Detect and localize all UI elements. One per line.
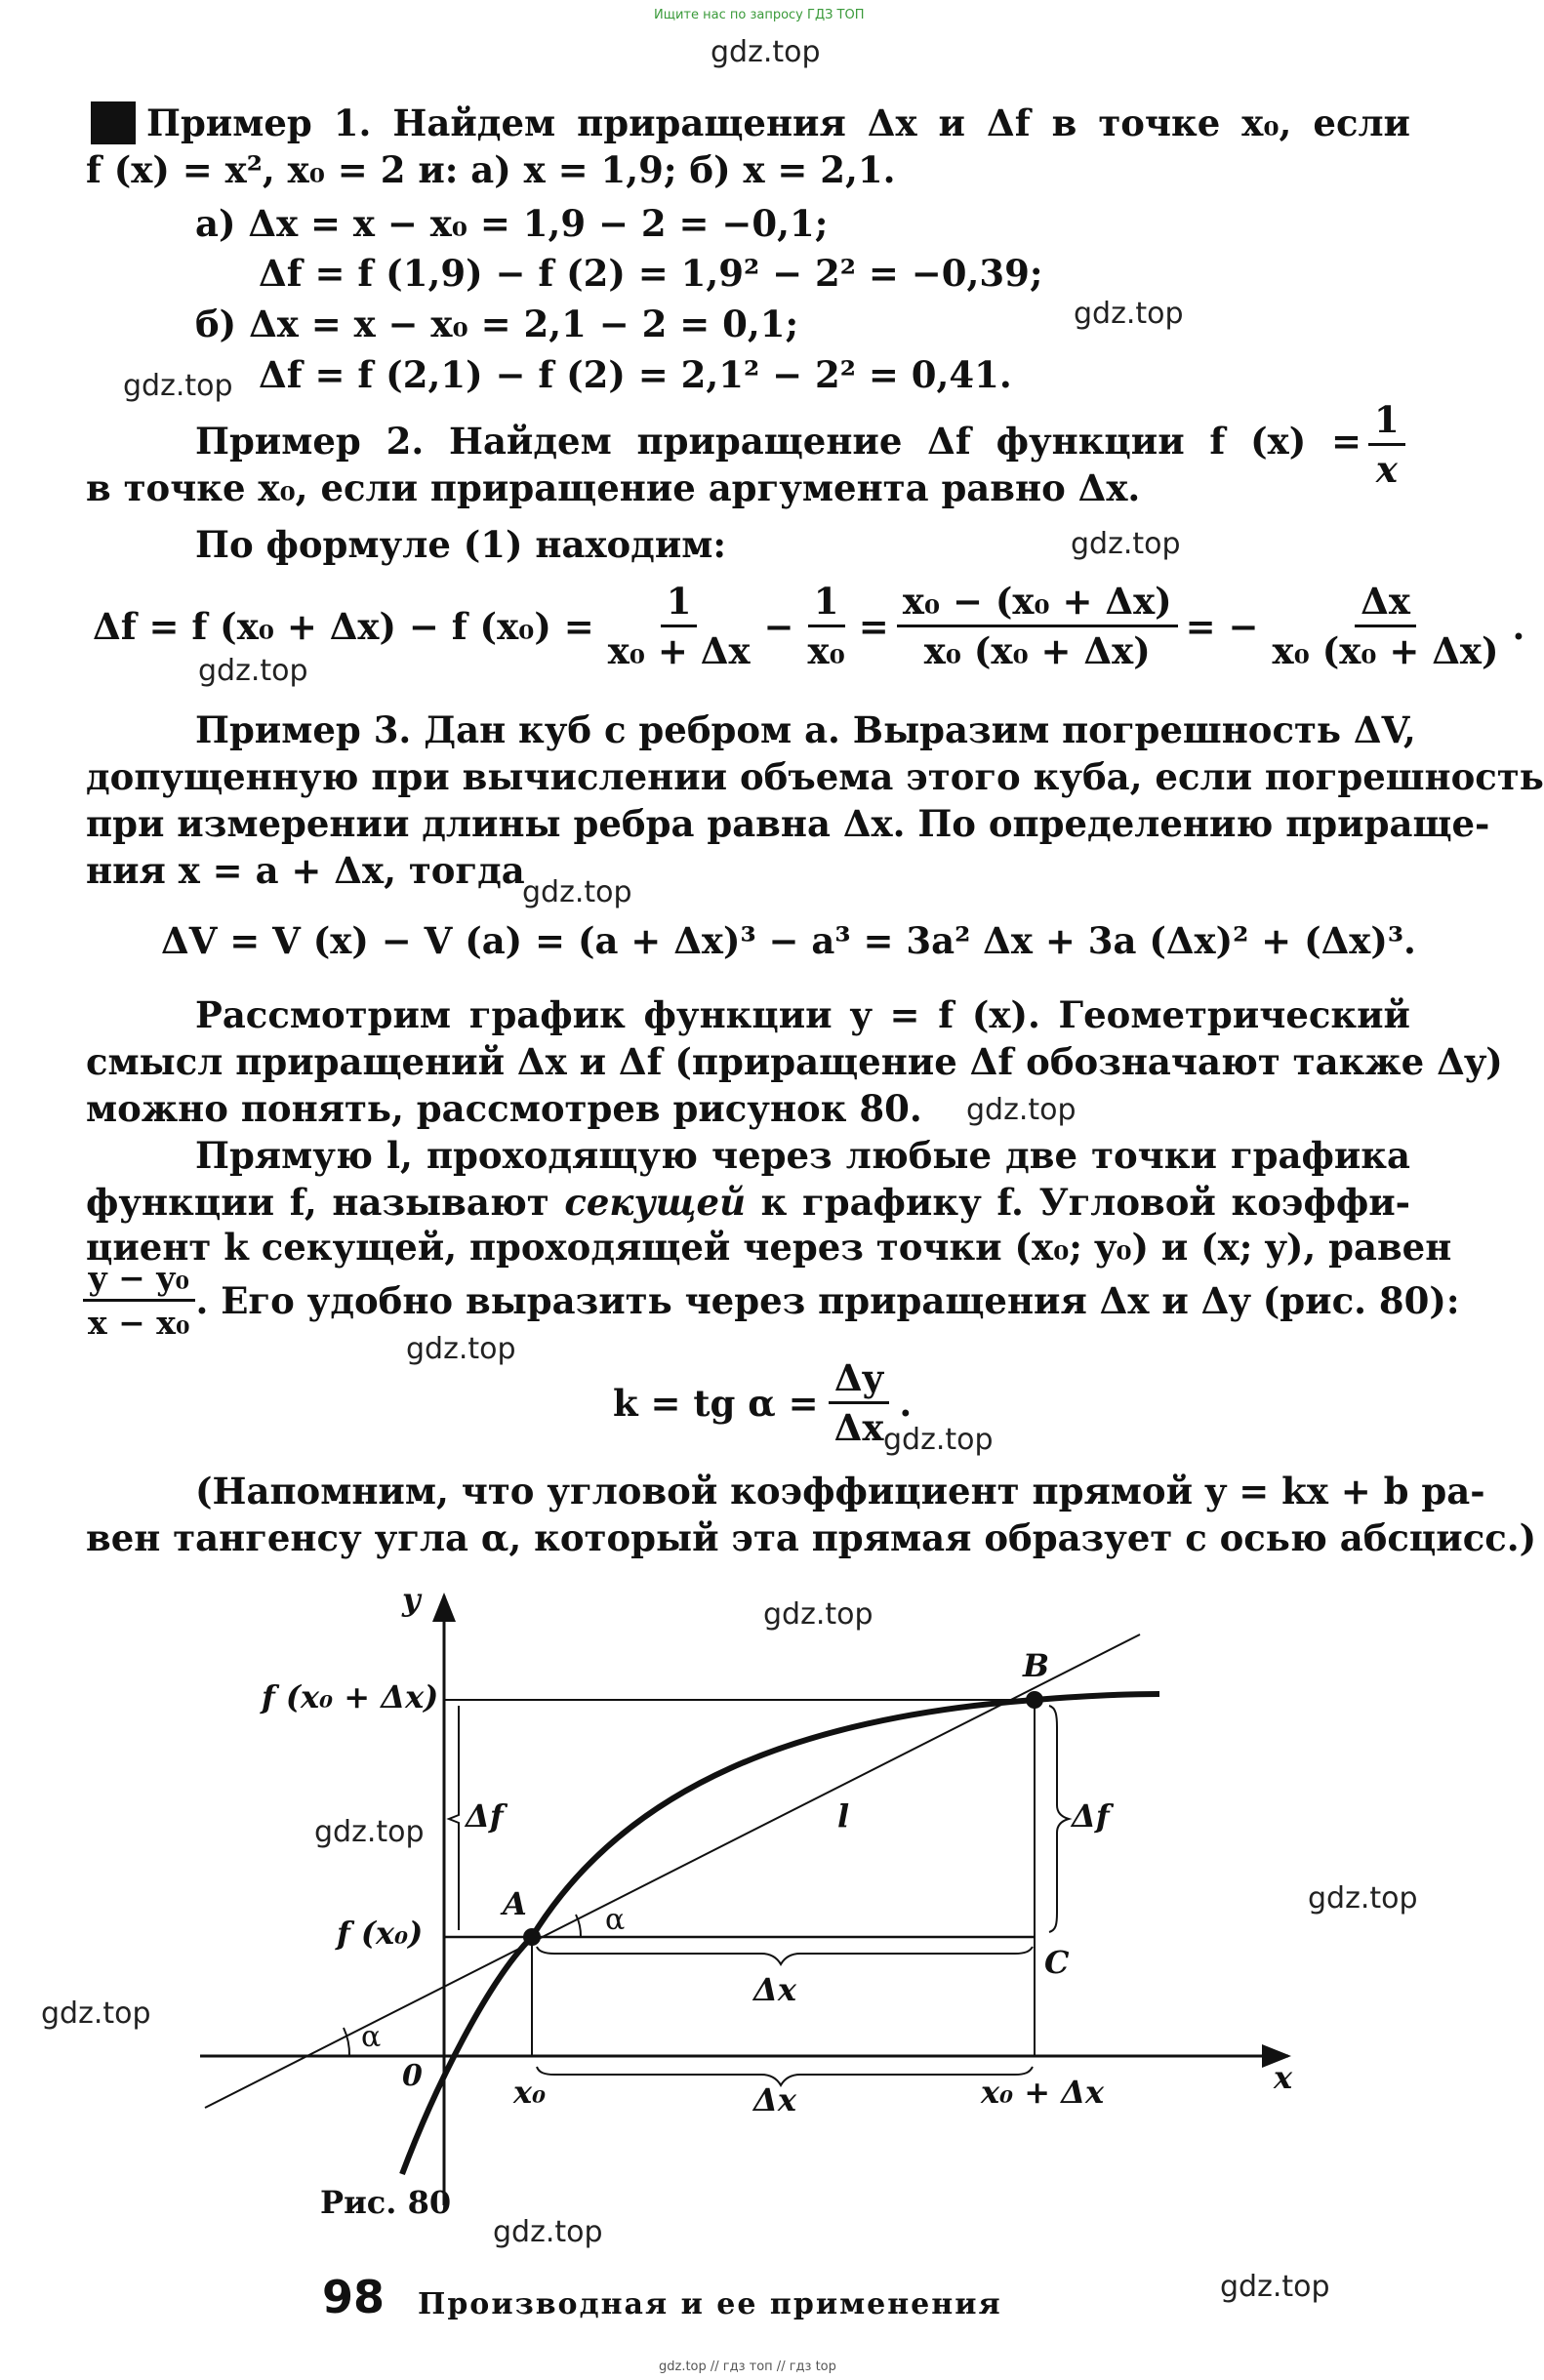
- f-x0-label: f (x₀): [337, 1915, 424, 1952]
- example1-a1: а) Δx = x − x₀ = 1,9 − 2 = −0,1;: [195, 202, 829, 245]
- fraction-denominator: x₀ (x₀ + Δx): [923, 629, 1151, 672]
- watermark-label: gdz.top: [522, 875, 632, 909]
- figure-caption: Рис. 80: [320, 2184, 452, 2221]
- graph-p2-line2-a: функции f, называют: [86, 1181, 565, 1224]
- delta-x-axis-label: Δx: [753, 2081, 796, 2118]
- graph-p2-line1: Прямую l, проходящую через любые две точки графика: [195, 1134, 1410, 1177]
- k-formula-left: k = tg α =: [613, 1381, 819, 1425]
- example3-line4: ния x = a + Δx, тогда: [86, 849, 525, 892]
- x-axis-label: x: [1274, 2059, 1293, 2096]
- watermark-label: gdz.top: [198, 654, 308, 688]
- graph-p3-line1: (Напомним, что угловой коэффициент прямой y = kx + b ра-: [195, 1470, 1485, 1513]
- watermark-label: gdz.top: [763, 1597, 874, 1632]
- delta-f-right-label: Δf: [1072, 1797, 1110, 1835]
- fraction-numerator: Δx: [1355, 580, 1416, 627]
- graph-p2-line3: циент k секущей, проходящей через точки (x₀; y₀) и (x; y), равен: [86, 1226, 1452, 1269]
- watermark-label: gdz.top: [406, 1332, 516, 1366]
- example1-b2: Δf = f (2,1) − f (2) = 2,1² − 2² = 0,41.: [259, 353, 1012, 396]
- formula-left: Δf = f (x₀ + Δx) − f (x₀) =: [93, 604, 594, 648]
- example1-line1: Пример 1. Найдем приращения Δx и Δf в точке x₀, если: [146, 101, 1410, 144]
- x0-dx-label: x₀ + Δx: [981, 2074, 1105, 2111]
- point-b-label: B: [1023, 1647, 1050, 1684]
- watermark-label: gdz.top: [1074, 297, 1184, 331]
- point-a-label: A: [503, 1885, 527, 1922]
- bottom-watermark: gdz.top // гдз топ // гдз top: [659, 2360, 836, 2374]
- graph-p2-line4-text: . Его удобно выразить через приращения Δx и Δy (рис. 80):: [195, 1278, 1460, 1322]
- term-secant: секущей: [564, 1181, 746, 1224]
- example1-a2: Δf = f (1,9) − f (2) = 1,9² − 2² = −0,39;: [259, 252, 1043, 295]
- fraction-denominator: Δx: [833, 1406, 884, 1449]
- graph-p1-line3: можно понять, рассмотрев рисунок 80.: [86, 1087, 922, 1130]
- example2-line2: в точке x₀, если приращение аргумента равно Δx.: [86, 466, 1141, 509]
- fraction-denominator: x − x₀: [88, 1304, 190, 1342]
- example3-line3: при измерении длины ребра равна Δx. По определению прираще-: [86, 802, 1490, 845]
- watermark-label: gdz.top: [1071, 527, 1181, 561]
- fraction-denominator: x: [1375, 448, 1398, 491]
- fraction-numerator: 1: [808, 580, 845, 627]
- fraction-numerator: 1: [661, 580, 698, 627]
- line-l-label: l: [837, 1797, 850, 1835]
- formula-dot: .: [1512, 604, 1525, 648]
- fraction-denominator: x₀ (x₀ + Δx): [1272, 629, 1499, 672]
- fraction-numerator: x₀ − (x₀ + Δx): [897, 580, 1178, 627]
- graph-p3-line2: вен тангенсу угла α, который эта прямая образует с осью абсцисс.): [86, 1516, 1537, 1559]
- fraction-denominator: x₀: [807, 629, 845, 672]
- graph-p2-line2-b: к графику f. Угловой коэффи-: [746, 1181, 1410, 1224]
- f-x0-dx-label: f (x₀ + Δx): [262, 1678, 439, 1715]
- graph-p1-line1: Рассмотрим график функции y = f (x). Геометрический: [195, 993, 1410, 1036]
- origin-label: 0: [402, 2059, 423, 2093]
- formula-minus: −: [763, 604, 794, 648]
- y-axis-label: y: [402, 1581, 421, 1618]
- point-b-marker: [1026, 1691, 1043, 1709]
- page-number: 98: [322, 2271, 386, 2323]
- watermark-label: gdz.top: [123, 369, 233, 403]
- alpha-bottom-label: α: [361, 2020, 382, 2054]
- formula-equals: =: [858, 604, 889, 648]
- watermark-label: gdz.top: [493, 2215, 603, 2249]
- top-watermark: Ищите нас по запросу ГДЗ ТОП: [654, 8, 865, 22]
- fraction-numerator: y − y₀: [83, 1259, 195, 1302]
- watermark-label: gdz.top: [41, 1997, 151, 2031]
- delta-x-mid-brace: [537, 1947, 1033, 1964]
- point-a-marker: [523, 1928, 541, 1946]
- example3-line2: допущенную при вычислении объема этого куба, если погрешность: [86, 755, 1544, 798]
- formula-equals-minus: = −: [1185, 604, 1259, 648]
- fraction-numerator: Δy: [829, 1356, 889, 1404]
- example1-b1: б) Δx = x − x₀ = 2,1 − 2 = 0,1;: [195, 303, 799, 345]
- example3-formula: ΔV = V (x) − V (a) = (a + Δx)³ − a³ = 3a² Δx + 3a (Δx)² + (Δx)³.: [161, 919, 1416, 962]
- k-formula-dot: .: [899, 1381, 913, 1425]
- watermark-label: gdz.top: [883, 1423, 994, 1457]
- fraction-denominator: x₀ + Δx: [607, 629, 751, 672]
- alpha-top-label: α: [605, 1903, 626, 1937]
- example3-line1: Пример 3. Дан куб с ребром a. Выразим погрешность ΔV,: [195, 708, 1416, 751]
- delta-f-right-brace: [1049, 1706, 1069, 1932]
- fraction-numerator: 1: [1368, 398, 1405, 446]
- watermark-label: gdz.top: [966, 1093, 1077, 1127]
- watermark-label: gdz.top: [711, 35, 821, 69]
- delta-x-mid-label: Δx: [753, 1971, 796, 2008]
- alpha-arc-bottom: [344, 2028, 349, 2056]
- watermark-label: gdz.top: [1220, 2270, 1330, 2304]
- watermark-label: gdz.top: [314, 1815, 425, 1849]
- footer-title: Производная и ее применения: [418, 2287, 1002, 2321]
- graph-p1-line2: смысл приращений Δx и Δf (приращение Δf обозначают также Δy): [86, 1040, 1503, 1083]
- delta-f-left-label: Δf: [466, 1797, 504, 1835]
- point-c-label: C: [1044, 1944, 1070, 1981]
- x0-label: x₀: [513, 2074, 547, 2111]
- delta-f-left-bracket: [449, 1706, 459, 1930]
- example2-line3: По формуле (1) находим:: [195, 523, 727, 566]
- example2-line1: Пример 2. Найдем приращение Δf функции f (x) =: [195, 420, 1361, 463]
- watermark-label: gdz.top: [1308, 1881, 1418, 1916]
- example1-line2: f (x) = x², x₀ = 2 и: а) x = 1,9; б) x = 2,1.: [86, 148, 896, 191]
